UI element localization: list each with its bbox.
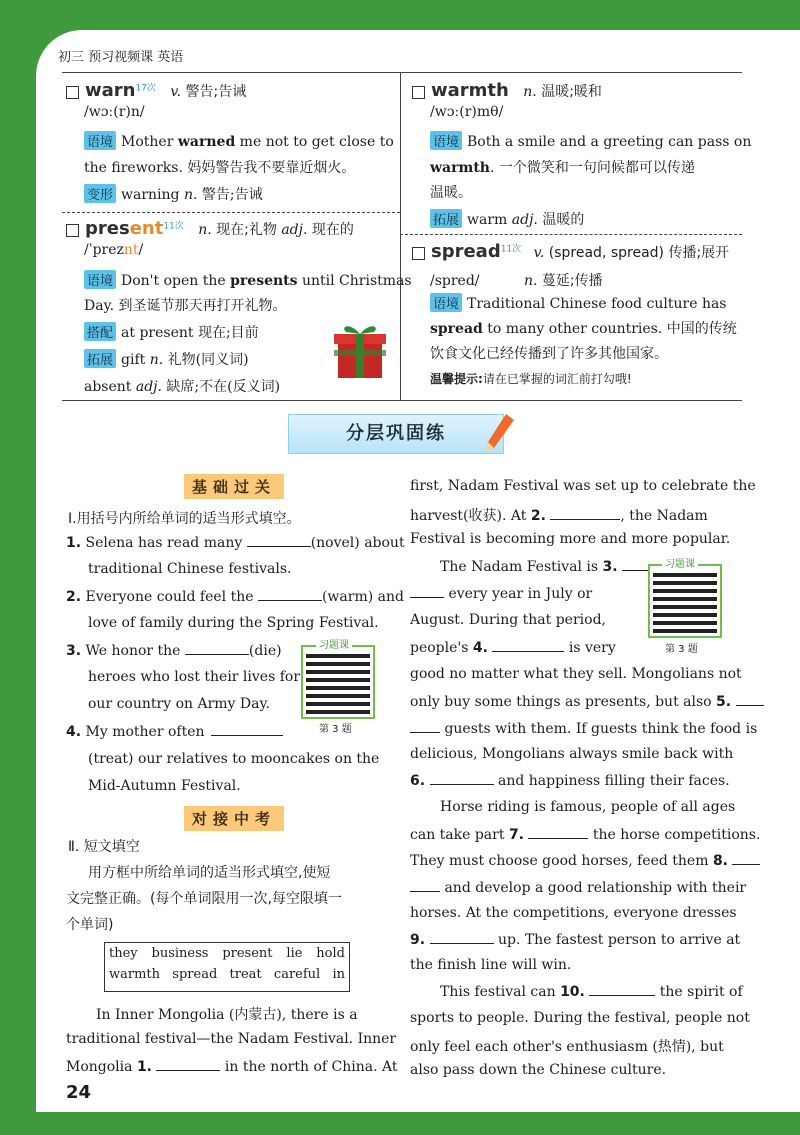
part1-heading: Ⅰ.用括号内所给单词的适当形式填空。 bbox=[68, 511, 301, 527]
section-basic: 基础过关 bbox=[184, 474, 284, 499]
passage-r13: Horse riding is famous, people of all ages bbox=[440, 799, 736, 815]
phonetic-present: /ˈpreznt/ bbox=[84, 242, 144, 258]
passage-r8: good no matter what they sell. Mongolians not bbox=[410, 666, 742, 682]
word-present: present bbox=[85, 218, 164, 239]
vocab-present: present$^{11次}$ n. 现在;礼物 adj. 现在的 bbox=[66, 218, 354, 239]
example-warn-2: the fireworks. 妈妈警告我不要靠近烟火。 bbox=[84, 160, 356, 176]
passage-r7: people's 4. is very bbox=[410, 640, 616, 656]
vocab-warmth: warmth n. 温暖;暖和 bbox=[412, 80, 602, 101]
passage-left-3: Mongolia 1. in the north of China. At bbox=[66, 1059, 398, 1075]
vocab-top-rule bbox=[62, 72, 742, 73]
passage-r23: also pass down the Chinese culture. bbox=[410, 1062, 667, 1078]
vocab-spread: spread$^{11次}$ v. (spread, spread) 传播;展开 bbox=[412, 241, 729, 262]
context-tag: 语境 bbox=[84, 131, 116, 150]
extension-present-2: absent adj. 缺席;不在(反义词) bbox=[84, 379, 281, 395]
context-tag: 语境 bbox=[430, 131, 462, 150]
qr-label-right: 习题课 bbox=[662, 555, 698, 570]
passage-r15: They must choose good horses, feed them 8. bbox=[410, 852, 760, 869]
example-spread: 语境 Traditional Chinese food culture has bbox=[430, 293, 727, 312]
answer-blank-1[interactable] bbox=[247, 534, 311, 547]
passage-r14: can take part 7. the horse competitions. bbox=[410, 827, 761, 843]
passage-r17: horses. At the competitions, everyone dresses bbox=[410, 905, 737, 921]
question-1: 1. Selena has read many (novel) about bbox=[66, 535, 405, 551]
pencil-icon bbox=[482, 412, 516, 452]
answer-blank-p8[interactable] bbox=[732, 852, 760, 865]
extension-warmth: 拓展 warm adj. 温暖的 bbox=[430, 209, 584, 229]
passage-r5: every year in July or bbox=[410, 585, 592, 602]
passage-r11: delicious, Mongolians always smile back with bbox=[410, 746, 734, 762]
passage-r4: The Nadam Festival is 3. bbox=[440, 558, 650, 575]
gift-box-image bbox=[332, 320, 388, 380]
passage-r3: Festival is becoming more and more popular. bbox=[410, 531, 731, 547]
question-3-cont: heroes who lost their lives for bbox=[88, 669, 301, 685]
passage-r19: the finish line will win. bbox=[410, 957, 572, 973]
passage-r18: 9. up. The fastest person to arrive at bbox=[410, 932, 741, 948]
checkbox-warmth[interactable] bbox=[412, 86, 425, 99]
passage-r9: only buy some things as presents, but also 5. bbox=[410, 693, 764, 710]
word-box bbox=[104, 942, 350, 992]
phonetic-spread: /spred/ n. 蔓延;传播 bbox=[430, 273, 603, 289]
qr-code-left[interactable] bbox=[303, 647, 373, 717]
extension-tag: 拓展 bbox=[430, 209, 462, 228]
context-tag: 语境 bbox=[430, 293, 462, 312]
word-box-row-1: they business present lie hold bbox=[109, 946, 345, 961]
extension-present: 拓展 gift n. 礼物(同义词) bbox=[84, 349, 249, 369]
word-box-row-2: warmth spread treat careful in bbox=[109, 967, 345, 982]
answer-blank-p1[interactable] bbox=[156, 1058, 220, 1071]
part2-heading: Ⅱ. 短文填空 bbox=[68, 839, 140, 855]
passage-left-2: traditional festival—the Nadam Festival. Inner bbox=[66, 1031, 397, 1047]
passage-r21: sports to people. During the festival, people not bbox=[410, 1010, 750, 1026]
phonetic-warmth: /wɔː(r)mθ/ bbox=[430, 104, 504, 120]
question-2: 2. Everyone could feel the (warm) and bbox=[66, 589, 404, 605]
vocab-warn bbox=[66, 80, 246, 101]
example-spread-3: 饮食文化已经传播到了许多其他国家。 bbox=[430, 346, 668, 362]
answer-blank-p4[interactable] bbox=[492, 639, 564, 652]
question-3-cont-2: our country on Army Day. bbox=[88, 696, 270, 712]
question-4-cont: (treat) our relatives to mooncakes on the bbox=[88, 751, 380, 767]
qr-caption-right: 第 3 题 bbox=[662, 640, 701, 655]
passage-r6: August. During that period, bbox=[410, 612, 606, 628]
collocation-present: 搭配 at present 现在;目前 bbox=[84, 322, 259, 342]
phonetic-warn: /wɔː(r)n/ bbox=[84, 104, 145, 120]
checkbox-present[interactable] bbox=[66, 224, 79, 237]
passage-r16: and develop a good relationship with their bbox=[410, 879, 746, 896]
question-1-cont: traditional Chinese festivals. bbox=[88, 561, 292, 577]
freq-warn: 17次 bbox=[135, 83, 156, 94]
example-warmth-3: 温暖。 bbox=[430, 185, 472, 201]
answer-blank-3[interactable] bbox=[185, 642, 249, 655]
example-warn: 语境 Mother warned me not to get close to bbox=[84, 131, 394, 150]
instruction-1: 用方框中所给单词的适当形式填空,使短 bbox=[88, 865, 331, 881]
question-2-cont: love of family during the Spring Festival. bbox=[88, 615, 379, 631]
answer-blank-p7[interactable] bbox=[528, 826, 588, 839]
passage-r10: guests with them. If guests think the food is bbox=[410, 720, 757, 737]
vocab-rule-right bbox=[400, 234, 742, 235]
form-warn: 变形 warning n. 警告;告诫 bbox=[84, 184, 263, 204]
freq-present: 11次 bbox=[163, 221, 184, 232]
instruction-3: 个单词) bbox=[66, 917, 114, 933]
vocab-rule-left bbox=[62, 212, 400, 213]
checkbox-spread[interactable] bbox=[412, 247, 425, 260]
answer-blank-p9[interactable] bbox=[430, 931, 494, 944]
passage-r20: This festival can 10. the spirit of bbox=[440, 984, 743, 1000]
vocab-divider bbox=[400, 72, 401, 400]
word-warmth: warmth bbox=[431, 80, 509, 101]
context-tag: 语境 bbox=[84, 270, 116, 289]
question-4-cont-2: Mid-Autumn Festival. bbox=[88, 778, 241, 794]
word-warn: warn bbox=[85, 80, 136, 101]
vocab-bottom-rule bbox=[62, 400, 742, 401]
answer-blank-p2[interactable] bbox=[550, 507, 620, 520]
meaning-warn: 警告;告诫 bbox=[185, 84, 247, 100]
collocation-tag: 搭配 bbox=[84, 322, 116, 341]
example-warmth-2: warmth. 一个微笑和一句问候都可以传递 bbox=[430, 160, 695, 176]
answer-blank-p6[interactable] bbox=[430, 772, 494, 785]
answer-blank-4[interactable] bbox=[211, 723, 283, 736]
page-header: 初三 预习视频课 英语 bbox=[58, 50, 184, 65]
qr-label-left: 习题课 bbox=[316, 636, 352, 651]
passage-r1: first, Nadam Festival was set up to celebrate the bbox=[410, 478, 756, 494]
freq-spread: 11次 bbox=[500, 244, 522, 255]
checkbox-warn[interactable] bbox=[66, 86, 79, 99]
example-present: 语境 Don't open the presents until Christmas bbox=[84, 270, 412, 289]
page-number: 24 bbox=[66, 1082, 92, 1103]
tip: 温馨提示:请在已掌握的词汇前打勾哦! bbox=[430, 372, 632, 386]
example-warmth: 语境 Both a smile and a greeting can pass on bbox=[430, 131, 751, 150]
passage-left-1: In Inner Mongolia (内蒙古), there is a bbox=[96, 1007, 358, 1023]
question-3: 3. We honor the (die) bbox=[66, 643, 282, 659]
example-spread-2: spread to many other countries. 中国的传统 bbox=[430, 321, 737, 337]
answer-blank-2[interactable] bbox=[258, 588, 322, 601]
answer-blank-p10[interactable] bbox=[589, 983, 655, 996]
question-4: 4. My mother often bbox=[66, 723, 283, 740]
example-present-2: Day. 到圣诞节那天再打开礼物。 bbox=[84, 298, 287, 314]
qr-caption-left: 第 3 题 bbox=[316, 720, 355, 735]
passage-r2: harvest(收获). At 2. , the Nadam bbox=[410, 508, 708, 524]
instruction-2: 文完整正确。(每个单词限用一次,每空限填一 bbox=[66, 891, 342, 907]
qr-code-right[interactable] bbox=[650, 566, 720, 636]
word-spread: spread bbox=[431, 241, 501, 262]
pos-warn: v. bbox=[170, 84, 182, 100]
section-exam: 对接中考 bbox=[184, 806, 284, 831]
passage-r22: only feel each other's enthusiasm (热情), but bbox=[410, 1039, 724, 1055]
answer-blank-p3[interactable] bbox=[622, 558, 650, 571]
answer-blank-p5[interactable] bbox=[736, 693, 764, 706]
extension-tag: 拓展 bbox=[84, 349, 116, 368]
section-banner: 分层巩固练 bbox=[288, 414, 504, 454]
form-tag: 变形 bbox=[84, 184, 116, 203]
passage-r12: 6. and happiness filling their faces. bbox=[410, 773, 730, 789]
